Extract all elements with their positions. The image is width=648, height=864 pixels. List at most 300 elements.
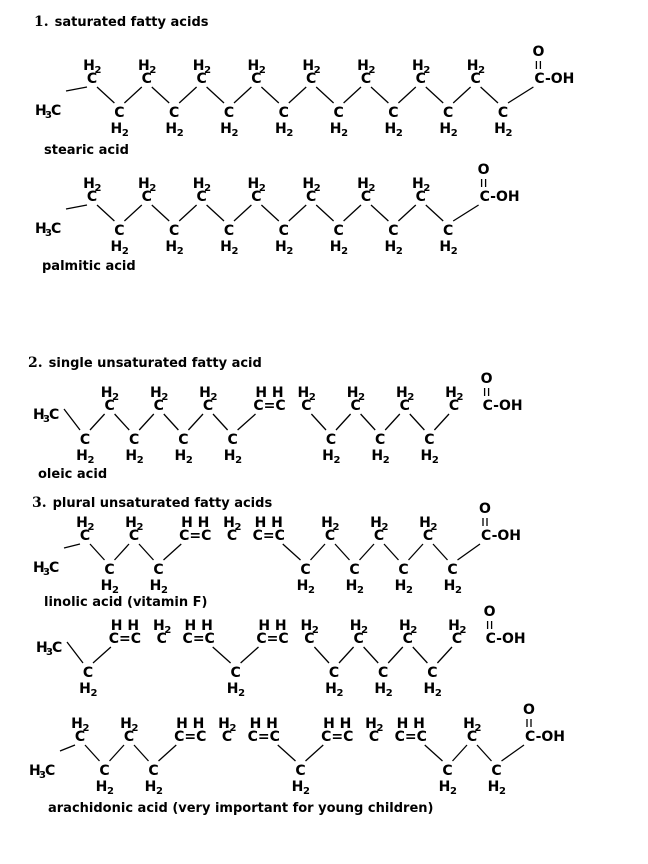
h2-label — [248, 58, 266, 76]
bond-line — [85, 745, 100, 761]
double-bond-carbons: C=C — [108, 631, 142, 647]
carbon-atom: C — [360, 189, 372, 205]
bond-line — [90, 414, 105, 430]
h2-label — [421, 448, 439, 466]
svg-text:2: 2 — [258, 65, 266, 76]
bond-line — [437, 647, 452, 663]
svg-text:2: 2 — [313, 65, 321, 76]
h2-label — [385, 121, 403, 139]
h2-label — [395, 578, 413, 596]
svg-text:3: 3 — [39, 770, 46, 781]
bond-line — [306, 745, 324, 761]
svg-text:2: 2 — [381, 522, 389, 533]
h2-label — [444, 578, 462, 596]
svg-text:2: 2 — [82, 723, 90, 734]
svg-text:3: 3 — [43, 414, 50, 425]
bond-line — [364, 647, 379, 663]
bond-line — [139, 544, 154, 560]
svg-text:2: 2 — [333, 455, 341, 466]
h2-label — [220, 239, 238, 257]
svg-text:2: 2 — [431, 455, 439, 466]
carbon-atom: C — [325, 432, 337, 448]
carbon-atom: C — [497, 105, 509, 121]
svg-text:2: 2 — [235, 455, 243, 466]
carbon-atom: C — [402, 631, 413, 647]
svg-text:H: H — [199, 385, 211, 401]
svg-text:C: C — [51, 103, 62, 119]
svg-text:H: H — [29, 763, 41, 779]
svg-text:H: H — [322, 448, 334, 464]
bond-line — [213, 414, 228, 430]
svg-text:H: H — [325, 681, 337, 697]
svg-text:2: 2 — [376, 723, 384, 734]
h2-label — [445, 385, 463, 403]
h2-label — [439, 239, 457, 257]
h2-label — [448, 618, 466, 636]
carbon-atom: C — [169, 223, 180, 239]
h2-label — [325, 681, 343, 699]
svg-text:2: 2 — [313, 183, 321, 194]
svg-text:H: H — [487, 779, 500, 795]
h2-label — [220, 121, 238, 139]
bond-line — [207, 205, 224, 221]
oxygen-atom: O — [523, 702, 535, 718]
bond-line — [179, 205, 196, 221]
svg-text:2: 2 — [87, 522, 95, 533]
svg-text:2: 2 — [121, 128, 129, 139]
hydrogen-pair: H H — [249, 716, 278, 732]
svg-text:H: H — [411, 176, 424, 192]
bond-line — [385, 414, 400, 430]
svg-text:H: H — [152, 618, 165, 634]
carbon-atom: C — [226, 528, 238, 544]
h2-label — [227, 681, 245, 699]
h2-label — [302, 58, 320, 76]
h2-label — [153, 618, 171, 636]
carbon-atom: C — [196, 71, 207, 87]
svg-text:2: 2 — [407, 392, 415, 403]
carbon-atom: C — [301, 398, 312, 414]
svg-text:H: H — [33, 560, 45, 576]
bond-line — [139, 414, 154, 430]
svg-text:2: 2 — [234, 522, 242, 533]
carbon-atom: C — [295, 763, 306, 779]
svg-text:H: H — [220, 239, 232, 255]
oxygen-atom: O — [532, 44, 545, 60]
bond-line — [398, 87, 415, 103]
svg-text:H: H — [374, 681, 387, 697]
bond-line — [164, 544, 182, 560]
section-title: single unsaturated fatty acid — [48, 356, 262, 371]
svg-text:2: 2 — [459, 625, 467, 636]
h2-label — [302, 176, 320, 194]
bond-line — [410, 414, 425, 430]
bond-line — [115, 544, 130, 560]
h2-label — [424, 681, 442, 699]
svg-text:2: 2 — [434, 688, 442, 699]
svg-text:2: 2 — [112, 392, 120, 403]
carbon-atom: C — [156, 631, 167, 647]
svg-text:H: H — [125, 448, 138, 464]
bond-line — [60, 745, 75, 751]
svg-text:2: 2 — [231, 246, 239, 257]
svg-text:H: H — [137, 58, 150, 74]
bond-line — [64, 544, 80, 548]
bond-line — [234, 87, 251, 103]
section-number: 1. — [34, 14, 49, 30]
carbon-atom: C — [353, 631, 364, 647]
svg-text:H: H — [439, 239, 452, 255]
section-title: plural unsaturated fatty acids — [52, 496, 273, 511]
svg-text:2: 2 — [176, 128, 184, 139]
double-bond-carbons: C=C — [394, 729, 427, 745]
svg-text:H: H — [165, 239, 178, 255]
carbon-atom: C — [378, 665, 389, 681]
svg-text:2: 2 — [395, 246, 403, 257]
h2-label — [79, 681, 97, 699]
svg-text:H: H — [100, 385, 113, 401]
bond-line — [152, 205, 169, 221]
double-bond-carbons: C=C — [179, 528, 212, 544]
h2-label — [322, 448, 340, 466]
carbon-atom: C — [443, 105, 454, 121]
bond-line — [388, 647, 403, 663]
h2-label — [419, 515, 437, 533]
bond-line — [453, 745, 468, 761]
svg-text:H: H — [33, 407, 45, 423]
bond-line — [159, 745, 177, 761]
svg-text:H: H — [95, 779, 108, 795]
svg-text:2: 2 — [112, 585, 119, 596]
svg-text:H: H — [192, 58, 205, 74]
carbon-atom: C — [442, 763, 453, 779]
svg-text:2: 2 — [332, 522, 340, 533]
carbon-atom: C — [227, 432, 238, 448]
hydrogen-pair: H H — [258, 618, 287, 634]
svg-text:2: 2 — [161, 585, 168, 596]
svg-text:2: 2 — [474, 723, 482, 734]
h2-label — [396, 385, 414, 403]
svg-text:H: H — [274, 121, 287, 137]
section-title: saturated fatty acids — [54, 15, 209, 30]
svg-text:2: 2 — [308, 392, 316, 403]
carbon-atom: C — [415, 189, 426, 205]
bond-line — [152, 87, 169, 103]
carbon-atom: C — [114, 105, 125, 121]
bond-line — [371, 87, 388, 103]
carbon-atom: C — [178, 432, 189, 448]
h2-label — [150, 578, 168, 596]
linolic-acid-structure — [0, 502, 648, 602]
bond-line — [311, 414, 326, 430]
hydrogen-pair: H H — [254, 515, 283, 531]
bond-line — [66, 205, 87, 209]
methyl-group-label — [35, 103, 61, 121]
arachidonic-acid-structure — [0, 703, 648, 803]
svg-text:H: H — [423, 681, 436, 697]
svg-text:3: 3 — [46, 647, 53, 658]
bond-line — [134, 745, 149, 761]
svg-text:2: 2 — [341, 128, 349, 139]
bond-line — [234, 205, 251, 221]
bond-line — [371, 205, 388, 221]
bond-line — [97, 205, 114, 221]
carbon-atom: C — [368, 729, 380, 745]
svg-text:H: H — [110, 239, 123, 255]
h2-label — [193, 176, 211, 194]
svg-text:H: H — [349, 618, 362, 634]
svg-text:2: 2 — [94, 65, 102, 76]
svg-text:2: 2 — [456, 392, 464, 403]
bond-line — [453, 87, 470, 103]
methyl-group-label — [33, 560, 59, 578]
h2-label — [96, 779, 114, 797]
svg-text:H: H — [79, 681, 91, 697]
h2-label — [374, 681, 392, 699]
svg-text:2: 2 — [210, 392, 218, 403]
svg-text:H: H — [321, 515, 333, 531]
svg-text:H: H — [395, 385, 408, 401]
h2-label — [488, 779, 506, 797]
svg-text:H: H — [71, 716, 83, 732]
svg-text:3: 3 — [45, 110, 52, 121]
svg-text:H: H — [345, 578, 358, 594]
svg-text:H: H — [438, 779, 451, 795]
svg-text:2: 2 — [121, 246, 129, 257]
h2-label — [292, 779, 310, 797]
bond-line — [289, 87, 306, 103]
stearic-acid-structure — [0, 45, 648, 145]
h2-label — [150, 385, 168, 403]
svg-text:2: 2 — [341, 246, 349, 257]
carbon-atom: C — [373, 528, 385, 544]
bond-line — [188, 414, 203, 430]
svg-text:H: H — [420, 448, 433, 464]
double-bond-carbons: C=C — [247, 729, 280, 745]
carbon-atom: C — [399, 398, 410, 414]
bond-line — [433, 544, 448, 560]
h2-label — [145, 779, 163, 797]
svg-text:H: H — [384, 121, 397, 137]
svg-text:H: H — [448, 618, 460, 634]
svg-text:2: 2 — [450, 128, 458, 139]
carbon-atom: C — [300, 562, 311, 578]
h2-label — [199, 385, 217, 403]
h2-label — [83, 58, 101, 76]
svg-text:H: H — [346, 385, 359, 401]
carboxyl-group-label: C-OH — [479, 189, 520, 205]
svg-text:2: 2 — [229, 723, 237, 734]
bond-line — [66, 87, 87, 91]
carbon-atom: C — [123, 729, 135, 745]
h2-label — [463, 716, 481, 734]
svg-text:H: H — [419, 515, 431, 531]
carbon-atom: C — [141, 189, 152, 205]
hydrogen-pair: H H — [181, 515, 210, 531]
svg-text:3: 3 — [45, 228, 52, 239]
svg-text:2: 2 — [410, 625, 418, 636]
svg-text:2: 2 — [450, 786, 457, 797]
svg-text:2: 2 — [238, 688, 246, 699]
bond-line — [314, 647, 329, 663]
double-bond-carbons: C=C — [256, 631, 289, 647]
carbon-atom: C — [251, 189, 262, 205]
bond-line — [458, 544, 481, 560]
h2-label — [218, 716, 236, 734]
carbon-atom: C — [388, 223, 399, 239]
carbon-atom: C — [448, 398, 460, 414]
bond-line — [261, 87, 278, 103]
h2-label — [101, 578, 119, 596]
h2-label — [248, 176, 266, 194]
svg-text:2: 2 — [149, 183, 157, 194]
svg-text:H: H — [300, 618, 313, 634]
svg-text:H: H — [137, 176, 150, 192]
svg-text:2: 2 — [204, 65, 212, 76]
section-number: 2. — [28, 355, 43, 371]
hydrogen-pair: H H — [396, 716, 425, 732]
svg-text:H: H — [218, 716, 230, 732]
carbon-atom: C — [388, 105, 399, 121]
bond-line — [207, 87, 224, 103]
h2-label — [76, 515, 94, 533]
svg-text:2: 2 — [231, 128, 239, 139]
h2-label — [412, 176, 430, 194]
bond-line — [453, 205, 478, 221]
bond-line — [413, 647, 428, 663]
svg-text:H: H — [357, 58, 369, 74]
h2-label — [165, 239, 183, 257]
svg-text:H: H — [76, 448, 88, 464]
carbon-atom: C — [278, 223, 289, 239]
palmitic-acid-structure — [0, 163, 648, 263]
svg-text:C: C — [51, 221, 62, 237]
oleic-acid-structure — [0, 372, 648, 472]
bond-line — [164, 414, 179, 430]
carbon-atom: C — [221, 729, 233, 745]
bond-line — [97, 87, 114, 103]
svg-text:2: 2 — [423, 183, 431, 194]
svg-text:2: 2 — [423, 65, 431, 76]
carbon-atom: C — [104, 562, 115, 578]
carbon-atom: C — [79, 432, 91, 448]
svg-text:2: 2 — [136, 522, 144, 533]
svg-text:C: C — [49, 560, 60, 576]
h2-label — [275, 121, 293, 139]
svg-text:H: H — [36, 640, 48, 656]
h2-label — [297, 578, 315, 596]
carbon-atom: C — [114, 223, 125, 239]
h2-label — [223, 515, 241, 533]
bond-line — [238, 414, 256, 430]
bond-line — [398, 205, 415, 221]
svg-text:H: H — [220, 121, 232, 137]
svg-text:H: H — [365, 716, 377, 732]
svg-text:H: H — [35, 221, 47, 237]
linolenic-acid-structure — [0, 605, 648, 705]
bond-line — [241, 647, 259, 663]
methyl-group-label — [36, 640, 62, 658]
bond-line — [64, 409, 80, 430]
bond-line — [261, 205, 278, 221]
svg-text:H: H — [466, 58, 479, 74]
carbon-atom: C — [278, 105, 289, 121]
svg-text:H: H — [165, 121, 178, 137]
h2-label — [347, 385, 365, 403]
svg-text:2: 2 — [308, 585, 315, 596]
bond-line — [344, 205, 361, 221]
h2-label — [370, 515, 388, 533]
bond-line — [90, 544, 105, 560]
svg-text:H: H — [174, 448, 187, 464]
svg-text:H: H — [296, 578, 309, 594]
molecule-name-arachidonic: arachidonic acid (very important for young children) — [48, 801, 434, 816]
bond-line — [502, 745, 525, 761]
carboxyl-group-label: C-OH — [534, 71, 575, 87]
svg-text:2: 2 — [161, 392, 169, 403]
h2-label — [138, 58, 156, 76]
svg-text:H: H — [125, 515, 137, 531]
h2-label — [346, 578, 364, 596]
svg-text:2: 2 — [185, 455, 193, 466]
bond-line — [179, 87, 196, 103]
carbon-atom: C — [333, 223, 344, 239]
hydrogen-pair: H H — [110, 618, 140, 634]
h2-label — [71, 716, 89, 734]
svg-text:C: C — [52, 640, 63, 656]
carbon-atom: C — [153, 562, 164, 578]
h2-label — [120, 716, 138, 734]
bond-line — [278, 745, 296, 761]
carboxyl-group-label: C-OH — [480, 528, 522, 544]
h2-label — [371, 448, 389, 466]
svg-text:H: H — [302, 176, 315, 192]
carboxyl-group-label: C-OH — [524, 729, 566, 745]
svg-text:2: 2 — [395, 128, 403, 139]
carbon-atom: C — [304, 631, 315, 647]
svg-text:2: 2 — [361, 625, 369, 636]
bond-line — [384, 544, 399, 560]
carbon-atom: C — [350, 398, 361, 414]
h2-label — [350, 618, 368, 636]
bond-line — [93, 647, 111, 663]
bond-line — [283, 544, 301, 560]
bond-line — [124, 205, 141, 221]
carbon-atom: C — [427, 665, 438, 681]
bond-line — [316, 205, 333, 221]
svg-text:H: H — [370, 515, 382, 531]
carbon-atom: C — [306, 189, 317, 205]
svg-text:2: 2 — [382, 455, 390, 466]
svg-text:H: H — [83, 176, 95, 192]
h2-label — [138, 176, 156, 194]
svg-text:H: H — [120, 716, 132, 732]
svg-text:H: H — [291, 779, 304, 795]
carbon-atom: C — [128, 528, 140, 544]
molecule-name-stearic: stearic acid — [44, 143, 129, 158]
svg-text:2: 2 — [478, 65, 486, 76]
bond-line — [409, 544, 424, 560]
oxygen-atom: O — [483, 604, 496, 620]
svg-text:2: 2 — [176, 246, 184, 257]
double-bond-carbons: C=C — [253, 398, 286, 414]
svg-text:H: H — [100, 578, 113, 594]
bond-line — [360, 544, 375, 560]
carbon-atom: C — [470, 71, 481, 87]
svg-text:H: H — [357, 176, 369, 192]
h2-label — [193, 58, 211, 76]
carbon-atom: C — [333, 105, 344, 121]
